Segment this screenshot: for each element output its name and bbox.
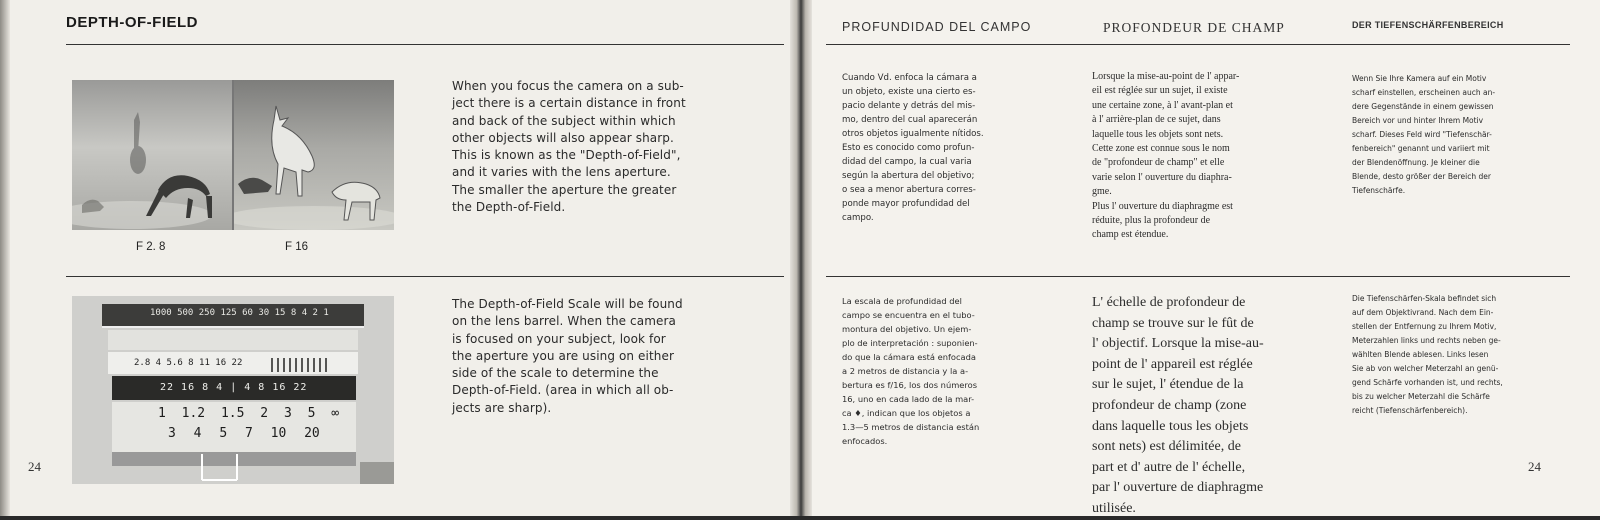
distance-scale-feet (158, 406, 339, 421)
text-line: a 2 metros de distancia y la a- (842, 366, 969, 376)
text-line: enfocados. (842, 436, 888, 446)
text-line: side of the scale to determine the (452, 366, 659, 381)
section-divider-right (826, 276, 1570, 277)
text-line: and back of the subject within which (452, 113, 676, 128)
distance-mark: 3 (168, 426, 176, 441)
text-line: Plus l' ouverture du diaphragme est (1092, 200, 1233, 212)
photo-f16 (234, 80, 394, 230)
photo-f28 (72, 80, 232, 230)
text-line: is focused on your subject, look for (452, 331, 666, 346)
header-divider (66, 44, 784, 45)
text-line: ca ♦, indican que los objetos a (842, 408, 971, 418)
text-line: à l' arrière-plan de ce sujet, dans (1092, 114, 1221, 126)
text-line: wählten Blende ablesen. Links lesen (1352, 350, 1489, 359)
text-line: según la abertura del objetivo; (842, 171, 975, 181)
caption-f28: F 2. 8 (136, 241, 166, 253)
text-line: bertura es f/16, los dos números (842, 380, 978, 390)
text-line: mo, dentro del cual aparecerán (842, 115, 978, 125)
text-line: reicht (Tiefenschärfenbereich). (1352, 406, 1468, 415)
text-line: Cuando Vd. enfoca la cámara a (842, 73, 977, 83)
text-line: un objeto, existe una cierto es- (842, 87, 976, 97)
infinity-mark: ∞ (331, 406, 340, 421)
text-line: other objects will also appear sharp. (452, 130, 674, 145)
text-line: stellen der Entfernung zu Ihrem Motiv, (1352, 322, 1497, 331)
spanish-paragraph-2 (842, 294, 1057, 448)
caption-f16: F 16 (285, 241, 309, 253)
text-line: sont nets) est délimitée, de (1092, 439, 1241, 455)
text-line: Die Tiefenschärfen-Skala befindet sich (1352, 294, 1497, 303)
text-line: do que la cámara está enfocada (842, 352, 976, 362)
english-paragraph-1 (452, 78, 757, 216)
text-line: La escala de profundidad del (842, 296, 962, 306)
text-line: laquelle tous les objets sont nets. (1092, 128, 1224, 140)
text-line: part et d' autre de l' échelle, (1092, 459, 1246, 475)
header-divider-right (826, 44, 1570, 45)
text-line: varie selon l' ouverture du diaphra- (1092, 171, 1232, 183)
spanish-paragraph-1 (842, 71, 1057, 225)
text-line: Tiefenschärfe. (1352, 186, 1406, 195)
heading-french: PROFONDEUR DE CHAMP (1103, 20, 1285, 35)
text-line: une certaine zone, à l' avant-plan et (1092, 99, 1233, 111)
text-line: l' objectif. Lorsque la mise-au- (1092, 336, 1264, 352)
text-line: eil est réglée sur un sujet, il existe (1092, 85, 1228, 97)
text-line: champ est étendue. (1092, 229, 1169, 241)
text-line: profondeur de champ (zone (1092, 397, 1247, 413)
distance-mark: 1 (158, 406, 166, 421)
text-line: and it varies with the lens aperture. (452, 165, 671, 180)
text-line: montura del objetivo. Un ejem- (842, 324, 972, 334)
page-number-right: 24 (1528, 459, 1541, 474)
text-line: point de l' appareil est réglée (1092, 356, 1253, 372)
text-line: the aperture you are using on either (452, 348, 674, 363)
french-paragraph-1 (1092, 70, 1304, 243)
text-line: The Depth-of-Field Scale will be found (452, 297, 683, 311)
text-line: utilisée. (1092, 500, 1136, 516)
text-line: Depth-of-Field. (area in which all ob- (452, 383, 674, 398)
text-line: the Depth-of-Field. (452, 200, 566, 215)
text-line: bis zu welcher Meterzahl die Schärfe (1352, 392, 1490, 401)
text-line: 16, uno en cada lado de la mar- (842, 394, 975, 404)
text-line: réduite, plus la profondeur de (1092, 215, 1211, 227)
page-title: DEPTH-OF-FIELD (66, 14, 198, 31)
text-line: o sea a menor abertura corres- (842, 185, 976, 195)
text-line: ject there is a certain distance in front (452, 96, 686, 111)
deer-figurines-sharp (234, 80, 394, 230)
text-line: The smaller the aperture the greater (452, 182, 677, 197)
text-line: jects are sharp). (452, 400, 552, 415)
distance-mark: 4 (193, 426, 202, 441)
heading-spanish: PROFUNDIDAD DEL CAMPO (842, 20, 1032, 34)
distance-mark: 1.5 (220, 406, 245, 421)
text-line: campo se encuentra en el tubo- (842, 310, 975, 320)
distance-mark: 5 (307, 406, 316, 421)
text-line: Meterzahlen links und rechts neben ge- (1352, 336, 1501, 345)
text-line: otros objetos igualmente nítidos. (842, 129, 984, 139)
text-line: fenbereich" genannt und variiert mit (1352, 144, 1490, 153)
text-line: par l' ouverture de diaphragme (1092, 480, 1264, 496)
text-line: gend Schärfe vorhanden ist, und rechts, (1352, 378, 1503, 387)
text-line: Sie ab von welcher Meterzahl an genü- (1352, 364, 1499, 373)
text-line: This is known as the "Depth-of-Field", (452, 148, 681, 163)
german-paragraph-2 (1352, 292, 1566, 418)
text-line: sur le sujet, l' étendue de la (1092, 377, 1244, 393)
text-line: on the lens barrel. When the camera (452, 314, 676, 329)
aperture-distance-row-1: 1000 500 250 125 60 30 15 8 4 2 1 (150, 308, 329, 318)
german-paragraph-1 (1352, 72, 1566, 198)
distance-mark: 1.2 (181, 406, 206, 421)
text-line: Cette zone est connue sous le nom (1092, 143, 1230, 155)
distance-mark: 5 (219, 426, 228, 441)
text-line: Esto es conocido como profun- (842, 143, 975, 153)
distance-mark: 2 (260, 406, 269, 421)
distance-mark: 3 (283, 406, 292, 421)
text-line: der Blendenöffnung. Je kleiner die (1352, 158, 1480, 167)
text-line: Lorsque la mise-au-point de l' appar- (1092, 71, 1240, 82)
text-line: dans laquelle tous les objets (1092, 418, 1249, 434)
aperture-row: 2.8 4 5.6 8 11 16 22 (134, 358, 243, 368)
text-line: Bereich vor und hinter Ihrem Motiv (1352, 116, 1484, 125)
depth-comparison-photo (72, 80, 394, 230)
text-line: plo de interpretación : suponien- (842, 338, 978, 348)
page-number-left: 24 (28, 459, 41, 474)
english-paragraph-2 (452, 296, 757, 417)
text-line: When you focus the camera on a sub- (452, 79, 684, 93)
deer-figurines-blurred (72, 80, 232, 230)
distance-mark: 7 (244, 426, 253, 441)
text-line: pacio delante y detrás del mis- (842, 101, 976, 111)
french-paragraph-2 (1092, 293, 1304, 520)
text-line: gme. (1092, 186, 1112, 198)
text-line: de "profondeur de champ" et elle (1092, 157, 1225, 169)
text-line: Wenn Sie Ihre Kamera auf ein Motiv (1352, 74, 1487, 83)
distance-scale-meters (168, 426, 320, 441)
text-line: Blende, desto größer der Bereich der (1352, 172, 1491, 181)
text-line: didad del campo, la cual varia (842, 157, 972, 167)
section-divider (66, 276, 784, 277)
left-page (0, 0, 800, 516)
text-line: ponde mayor profundidad del (842, 199, 970, 209)
text-line: campo. (842, 213, 874, 223)
book-gutter (790, 0, 812, 516)
text-line: L' échelle de profondeur de (1092, 295, 1246, 310)
text-line: auf dem Objektivrand. Nach dem Ein- (1352, 308, 1494, 317)
distance-mark: 20 (304, 426, 320, 441)
lens-barrel-photo (72, 296, 394, 484)
text-line: dere Gegenstände in einem gewissen (1352, 102, 1494, 111)
text-line: 1.3—5 metros de distancia están (842, 422, 980, 432)
text-line: champ se trouve sur le fût de (1092, 315, 1254, 331)
heading-german: DER TIEFENSCHÄRFENBEREICH (1352, 20, 1504, 30)
text-line: scharf. Dieses Feld wird "Tiefenschär- (1352, 130, 1492, 139)
text-line: scharf einstellen, erscheinen auch an- (1352, 88, 1496, 97)
depth-of-field-scale: 22 16 8 4 | 4 8 16 22 (160, 382, 308, 393)
page-edge-shadow (0, 0, 10, 516)
distance-mark: 10 (270, 426, 287, 441)
